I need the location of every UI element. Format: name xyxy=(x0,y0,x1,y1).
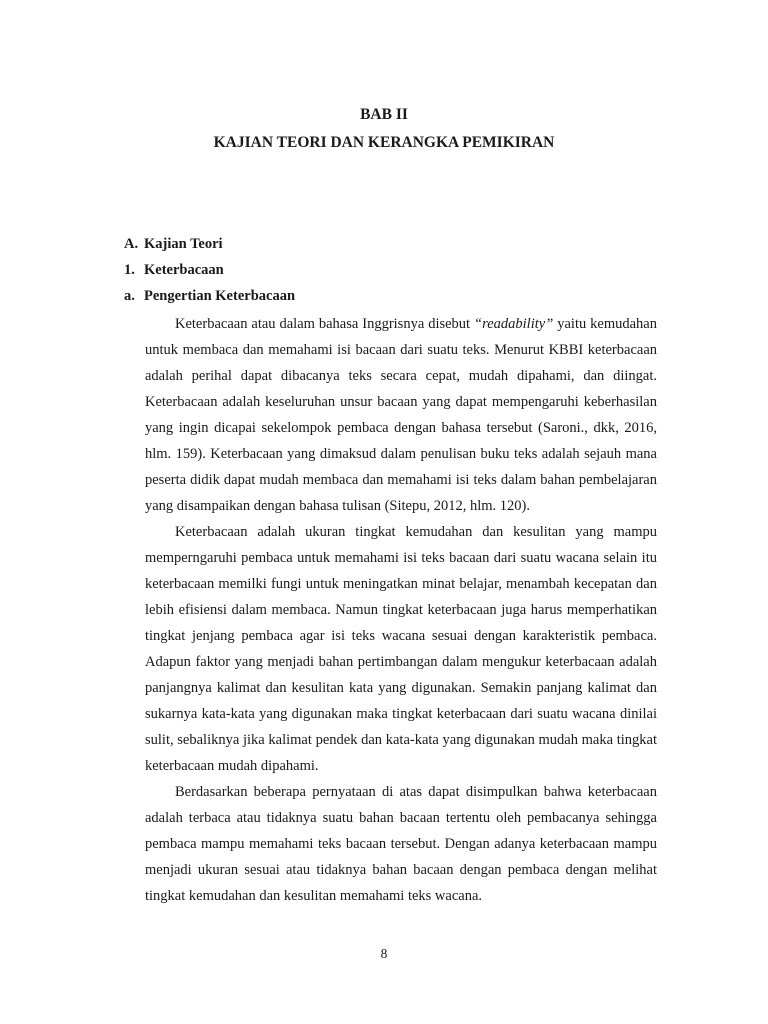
page-number: 8 xyxy=(380,946,388,961)
chapter-title: KAJIAN TEORI DAN KERANGKA PEMIKIRAN xyxy=(213,134,555,151)
heading-marker: a. xyxy=(124,288,135,304)
readability-term: “readability” xyxy=(474,316,554,332)
section-heading-kajian-teori xyxy=(124,236,223,253)
paragraph-2: Keterbacaan adalah ukuran tingkat kemudahan dan kesulitan yang mampu memperngaruhi pembaca untuk memahami isi teks bacaan dari suatu wacana selain itu keterbacaan memilki fungi untuk meningatkan minat belajar, menambah kecepatan dan lebih efisiensi dalam membaca. Namun tingkat keterbacaan juga harus memperhatikan tingkat jenjang pembaca agar isi teks wacana sesuai dengan karakteristik pembaca. Adapun faktor yang menjadi bahan pertimbangan dalam mengukur keterbacaan adalah panjangnya kalimat dan kesulitan kata yang digunakan. Semakin panjang kalimat dan sukarnya kata-kata yang digunakan maka tingkat keterbacaan dari suatu wacana dinilai sulit, sebaliknya jika kalimat pendek dan kata-kata yang digunakan mudah maka tingkat keterbacaan mudah dipahami. xyxy=(145,524,657,774)
heading-text: Keterbacaan xyxy=(144,262,224,278)
paragraph-1 xyxy=(145,311,657,519)
heading-text: Kajian Teori xyxy=(144,236,223,252)
heading-text: Pengertian Keterbacaan xyxy=(144,288,296,304)
paragraph-1-rest: yaitu kemudahan untuk membaca dan memahami isi bacaan dari suatu teks. Menurut KBBI keterbacaan adalah perihal dapat dibacanya teks secara cepat, mudah dipahami, dan diingat. Keterbacaan adalah keseluruhan unsur bacaan yang dapat mempengaruhi keberhasilan yang ingin dicapai sekelompok pembaca dengan bahasa tersebut (Saroni., dkk, 2016, hlm. 159). Keterbacaan yang dimaksud dalam penulisan buku teks adalah sejauh mana peserta didik dapat mudah membaca dan memahami isi teks dalam bahan pembelajaran yang disampaikan dengan bahasa tulisan (Sitepu, 2012, hlm. 120). xyxy=(145,316,657,514)
heading-marker: A. xyxy=(124,236,139,252)
body-text xyxy=(145,311,657,909)
paragraph-1-intro: Keterbacaan atau dalam bahasa Inggrisnya disebut xyxy=(175,316,475,332)
paragraph-3: Berdasarkan beberapa pernyataan di atas dapat disimpulkan bahwa keterbacaan adalah terbaca atau tidaknya suatu bahan bacaan tertentu oleh pembacanya sehingga pembaca mampu memahami teks bacaan tersebut. Dengan adanya keterbacaan mampu menjadi ukuran sesuai atau tidaknya bahan bacaan dengan pembaca dengan melihat tingkat kemudahan dan kesulitan memahami teks wacana. xyxy=(145,784,657,904)
subsubsection-heading-pengertian xyxy=(124,288,295,305)
heading-marker: 1. xyxy=(124,262,135,278)
chapter-number: BAB II xyxy=(360,106,408,123)
subsection-heading-keterbacaan xyxy=(124,262,224,279)
